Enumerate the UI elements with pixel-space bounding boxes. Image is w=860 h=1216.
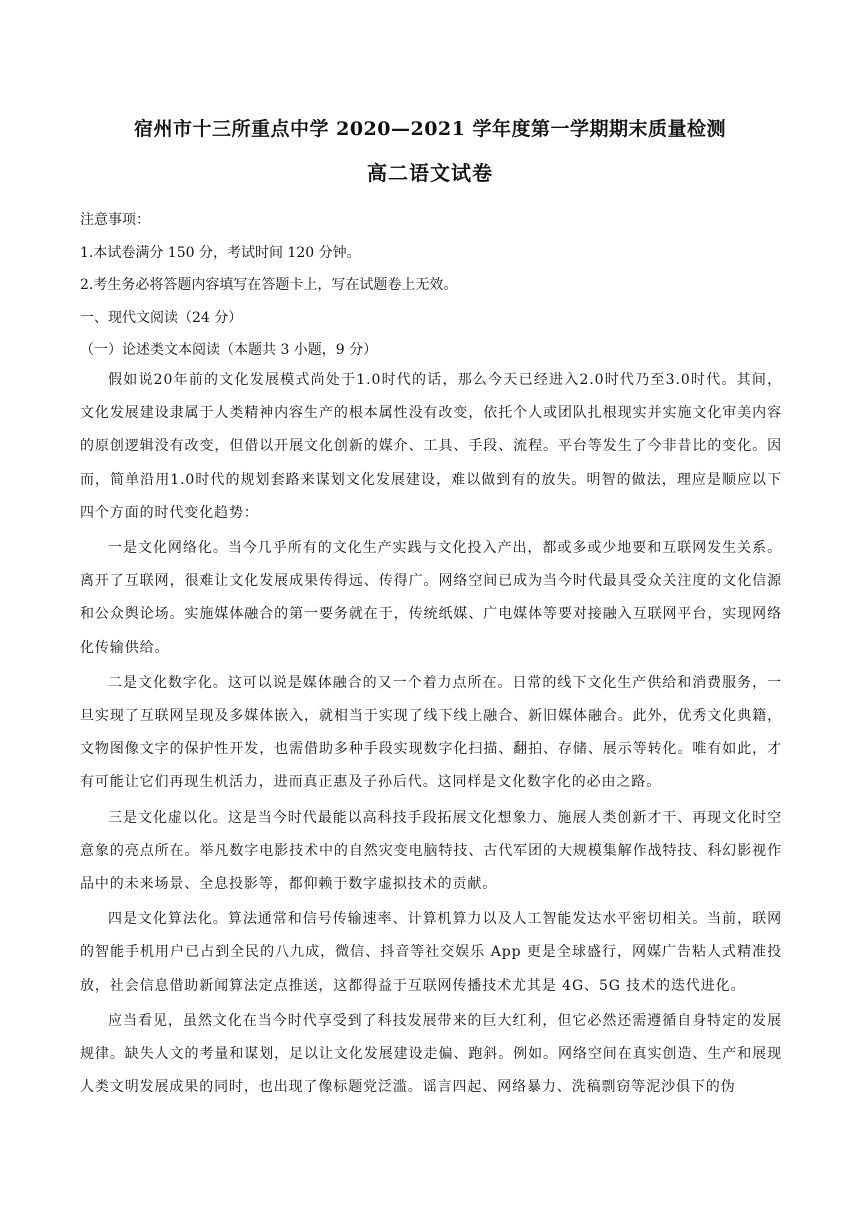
instruction-item-2: 2.考生务必将答题内容填写在答题卡上，写在试题卷上无效。 — [80, 277, 458, 293]
instructions-heading: 注意事项： — [80, 212, 150, 228]
passage-paragraph-2: 一是文化网络化。当今几乎所有的文化生产实践与文化投入产出，都或多或少地要和互联网发生关系。离开了互联网，很难让文化发展成果传得远、传得广。网络空间已成为当今时代最具受众关注度的文化信源和公众舆论场。实施媒体融合的第一要务就在于，传统纸媒、广电媒体等要对接融入互联网平台，实现网络化传输供给。 — [80, 540, 782, 656]
instruction-item-1: 1.本试卷满分 150 分，考试时间 120 分钟。 — [80, 244, 361, 261]
reading-passage — [80, 364, 782, 1106]
passage-paragraph-6: 应当看见，虽然文化在当今时代享受到了科技发展带来的巨大红利，但它必然还需遵循自身特定的发展规律。缺失人文的考量和谋划，足以让文化发展建设走偏、跑斜。例如。网络空间在真实创造、生产和展现人类文明发展成果的同时，也出现了像标题党泛滥。谣言四起、网络暴力、洗稿剽窃等泥沙俱下的伪 — [80, 1012, 782, 1096]
passage-paragraph-5: 四是文化算法化。算法通常和信号传输速率、计算机算力以及人工智能发达水平密切相关。当前，联网的智能手机用户已占到全民的八九成，微信、抖音等社交娱乐 App 更是全球盛行，网媒广告粘人式精准投放，社会信息借助新闻算法定点推送，这都得益于互联网传播技术尤其是 4G、5G 技术的迭代进化。 — [80, 911, 782, 994]
passage-paragraph-1: 假如说20年前的文化发展模式尚处于1.0时代的话，那么今天已经进入2.0时代乃至3.0时代。其间，文化发展建设隶属于人类精神内容生产的根本属性没有改变，依托个人或团队扎根现实并实施文化审美内容的原创逻辑没有改变，但借以开展文化创新的媒介、工具、手段、流程。平台等发生了今非昔比的变化。因而，简单沿用1.0时代的规划套路来谋划文化发展建设，难以做到有的放失。明智的做法，理应是顺应以下四个方面的时代变化趋势： — [80, 372, 782, 521]
exam-title: 宿州市十三所重点中学 2020—2021 学年度第一学期期末质量检测 — [134, 118, 726, 140]
passage-paragraph-4: 三是文化虚以化。这是当今时代最能以高科技手段拓展文化想象力、施展人类创新才干、再现文化时空意象的亮点所在。举凡数字电影技术中的自然灾变电脑特技、古代军团的大规模集解作战特技、科幻影视作品中的未来场景、全息投影等，都仰赖于数字虚拟技术的贡献。 — [80, 809, 782, 893]
subsection-heading: （一）论述类文本阅读（本题共 3 小题，9 分） — [80, 342, 378, 358]
passage-paragraph-3: 二是文化数字化。这可以说是媒体融合的又一个着力点所在。日常的线下文化生产供给和消费服务，一旦实现了互联网呈现及多媒体嵌入，就相当于实现了线下线上融合、新旧媒体融合。此外，优秀文化典籍，文物图像文字的保护性开发，也需借助多种手段实现数字化扫描、翻拍、存储、展示等转化。唯有如此，才有可能让它们再现生机活力，进而真正惠及子孙后代。这同样是文化数字化的必由之路。 — [80, 674, 782, 791]
exam-subtitle: 高二语文试卷 — [367, 161, 493, 185]
instructions-block — [80, 204, 780, 367]
section-heading: 一、现代文阅读（24 分） — [80, 309, 243, 326]
